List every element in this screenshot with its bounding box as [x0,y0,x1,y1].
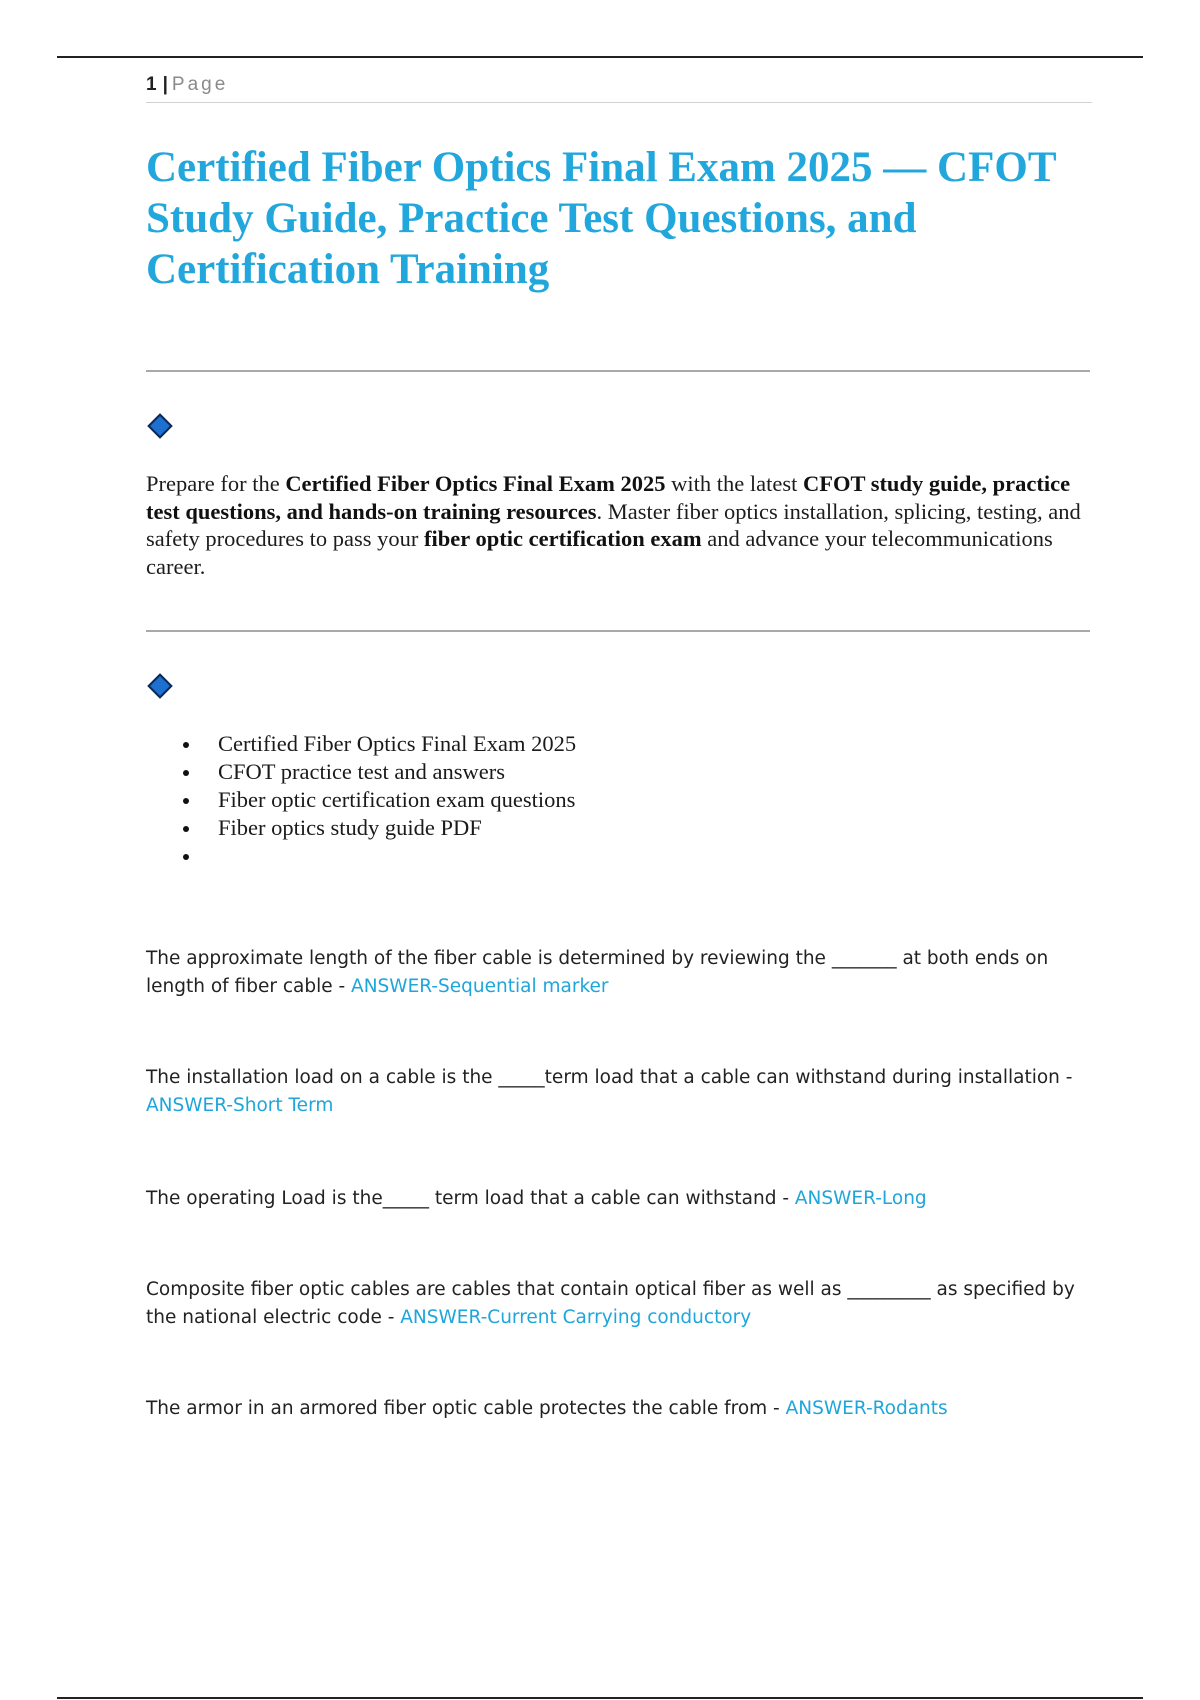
intro-text: . Master fiber optics installation, splicing, testing, and safety procedures to pass your [146,498,1081,551]
question-answer [146,945,1106,1001]
list-item [146,842,1046,870]
bullet-icon [183,826,189,832]
list-item-text: Fiber optic certification exam questions [218,787,576,812]
question-answer [146,1064,1106,1120]
question-answer [146,1276,1106,1332]
question-text: Composite fiber optic cables are cables that contain optical fiber as well as _________ as specified by the national electric code - [146,1279,1075,1328]
answer-text: ANSWER-Rodants [785,1398,948,1419]
question-answer [146,1395,1106,1423]
page-separator: | [162,74,168,95]
list-item [146,730,1046,758]
question-text: The armor in an armored fiber optic cable protectes the cable from - [146,1398,786,1419]
intro-paragraph [146,470,1096,580]
section-divider [146,630,1090,632]
diamond-icon [147,673,172,698]
list-item [146,758,1046,786]
keyword-list [146,730,1046,870]
list-item [146,786,1046,814]
document-title: Certified Fiber Optics Final Exam 2025 — CFOT Study Guide, Practice Test Questions, and Certification Training [146,144,1056,293]
bullet-icon [183,854,189,860]
intro-text: and advance your telecommunications career. [146,526,1053,579]
intro-text: with the latest [665,471,803,496]
intro-bold: Certified Fiber Optics Final Exam 2025 [285,471,666,496]
intro-bold: fiber optic certification exam [424,526,702,551]
answer-text: ANSWER-Current Carrying conductory [400,1307,752,1328]
intro-text: Prepare for the [146,471,286,496]
list-item [146,814,1046,842]
section-divider [146,370,1090,372]
diamond-icon [147,413,172,438]
answer-text: ANSWER-Sequential marker [351,976,609,997]
page-number: 1 [146,74,157,95]
bullet-icon [183,742,189,748]
intro-bold: CFOT study guide, practice test questions, and hands-on training resources [146,471,1071,524]
list-item-text: Certified Fiber Optics Final Exam 2025 [218,731,577,756]
answer-text: ANSWER-Short Term [146,1095,334,1116]
list-item-text: CFOT practice test and answers [218,759,506,784]
list-item-text: Fiber optics study guide PDF [218,815,482,840]
page-bottom-rule [57,1697,1143,1699]
page-label: Page [171,74,229,95]
question-text: The operating Load is the_____ term load that a cable can withstand - [146,1188,795,1209]
question-text: The approximate length of the fiber cable is determined by reviewing the _______ at both ends on length of fiber cable - [146,948,1049,997]
page-header [146,74,1092,103]
question-text: The installation load on a cable is the _____term load that a cable can withstand during installation - [146,1067,1073,1088]
bullet-icon [183,798,189,804]
answer-text: ANSWER-Long [794,1188,927,1209]
question-answer [146,1185,1106,1213]
page-top-rule [57,56,1143,58]
bullet-icon [183,770,189,776]
